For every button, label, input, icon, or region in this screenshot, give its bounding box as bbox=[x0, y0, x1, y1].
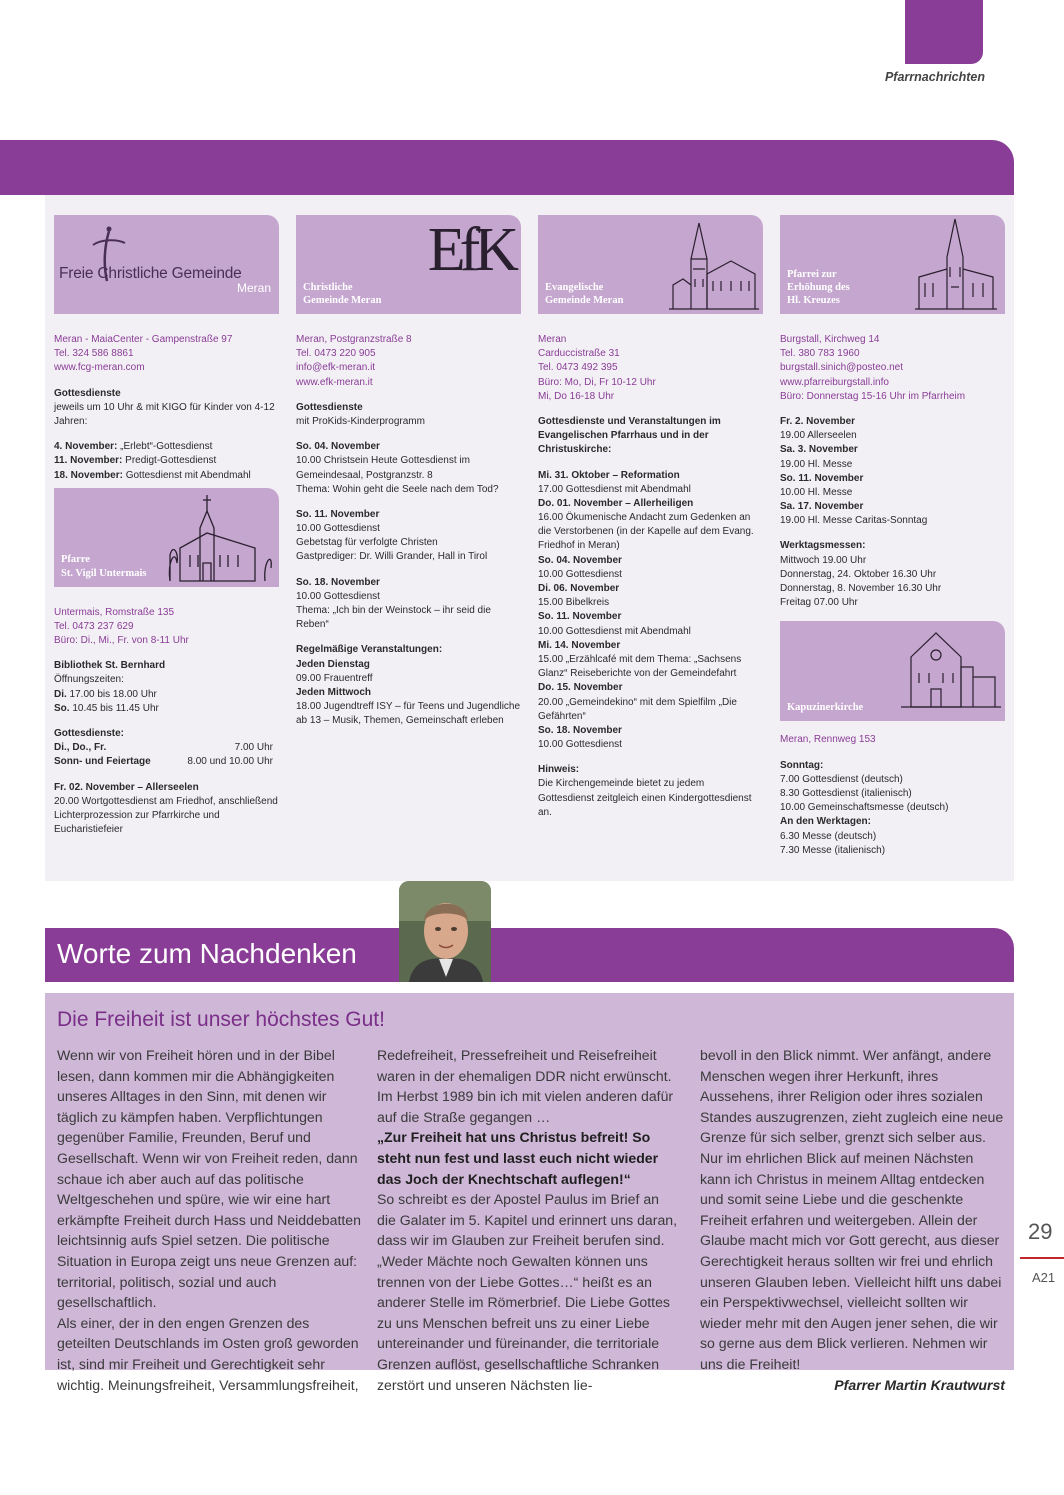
event-text: 10.00 Gottesdienst Thema: „Ich bin der Weinstock – ihr seid die Reben“ bbox=[296, 590, 491, 631]
event-text: 10.00 Christsein Heute Gottesdienst im Gemeindesaal, Postgranzstr. 8 Thema: Wohin geht die Seele nach dem Tod? bbox=[296, 455, 499, 495]
event-text: 20.00 „Gemeindekino“ mit dem Spielfilm „Die Gefährten“ bbox=[538, 696, 737, 722]
efk-logo: EfK bbox=[427, 216, 513, 284]
event-text: 19.00 Hl. Messe Caritas-Sonntag bbox=[780, 515, 928, 527]
weekday-heading: Werktagsmessen: bbox=[780, 540, 866, 552]
column-efk bbox=[296, 215, 521, 740]
weekday-line: Donnerstag, 8. November 16.30 Uhr bbox=[780, 583, 942, 594]
event-heading: Mi. 14. November bbox=[538, 639, 621, 651]
evangelisch-office-hours: Mi, Do 16-18 Uhr bbox=[538, 390, 615, 402]
event-text: 15.00 „Erzählcafé mit dem Thema: „Sachsens Glanz“ Reiseberichte von der Gemeindefahrt bbox=[538, 653, 742, 680]
vigil-contact bbox=[54, 606, 279, 649]
evangelisch-events bbox=[538, 469, 763, 753]
fcg-phone: Tel. 324 586 8861 bbox=[54, 348, 134, 360]
page-code: A21 bbox=[1032, 1270, 1056, 1285]
weekday-heading: An den Werktagen: bbox=[780, 816, 871, 828]
fcg-date-text: Predigt-Gottesdienst bbox=[122, 455, 217, 467]
library-time: 10.45 bis 11.45 Uhr bbox=[69, 702, 159, 714]
event-heading: Mi. 31. Oktober – Reformation bbox=[538, 469, 680, 481]
fcg-address: Meran - MaiaCenter - Gampenstraße 97 bbox=[54, 334, 233, 345]
fcg-dates bbox=[54, 440, 279, 483]
fcg-date: 4. November: bbox=[54, 441, 118, 453]
church-illustration-icon bbox=[165, 493, 275, 583]
page-number: 29 bbox=[1028, 1219, 1053, 1244]
kapuziner-schedule bbox=[780, 759, 1005, 858]
evangelisch-card-label: Evangelische Gemeinde Meran bbox=[545, 281, 624, 306]
article-column-3 bbox=[700, 1045, 1005, 1395]
event-text: 10.00 Gottesdienst bbox=[538, 568, 622, 580]
efk-email[interactable]: info@efk-meran.it bbox=[296, 362, 376, 374]
vigil-address: Untermais, Romstraße 135 bbox=[54, 606, 175, 618]
kreuz-card-label: Pfarrei zur Erhöhung des Hl. Kreuzes bbox=[787, 268, 850, 306]
fcg-contact bbox=[54, 333, 279, 376]
kapuziner-contact: Meran, Rennweg 153 bbox=[780, 734, 876, 746]
fcg-date-text: „Erlebt“-Gottesdienst bbox=[117, 441, 213, 453]
article-paragraph: Redefreiheit, Pressefreiheit und Reisefreiheit waren in der ehemaligen DDR nicht erwünscht. Im Herbst 1989 bin ich mit vielen anderen dafür auf die Straße gegangen … bbox=[377, 1047, 674, 1125]
efk-event bbox=[296, 440, 521, 497]
evangelisch-note bbox=[538, 763, 763, 820]
vigil-special-heading: Fr. 02. November – Allerseelen bbox=[54, 781, 199, 793]
efk-card-label: Christliche Gemeinde Meran bbox=[303, 281, 382, 306]
fcg-date: 11. November: bbox=[54, 455, 123, 467]
sunday-line: 8.30 Gottesdienst (italienisch) bbox=[780, 787, 912, 799]
portrait-photo-icon bbox=[399, 881, 491, 982]
efk-services-text: mit ProKids-Kinderprogramm bbox=[296, 415, 425, 427]
weekday-line: Donnerstag, 24. Oktober 16.30 Uhr bbox=[780, 568, 937, 580]
event-heading: Di. 06. November bbox=[538, 583, 620, 594]
fcg-services bbox=[54, 387, 279, 430]
regular-text: 09.00 Frauentreff bbox=[296, 672, 373, 684]
event-heading: So. 11. November bbox=[780, 472, 864, 484]
article-paragraph: Wenn wir von Freiheit hören und in der Bibel lesen, dann kommen mir die Abhängigkeiten unseres Alltages in den Sinn, mit denen wir täglich zu kämpfen haben. Verpflichtungen gegenüber Familie, Freunden, Beruf und Gesellschaft. Wenn wir von Freiheit reden, dann schaue ich aber auch auf das politische Weltgeschehen und spüre, wie wir eine hart erkämpfte Freiheit durch Hass und Neiddebatten leichtsinnig aufs Spiel setzen. Die politische Situation in Europa zeigt uns neue Grenzen auf: territorial, politisch, sozial und auch gesellschaftlich. bbox=[57, 1047, 361, 1311]
event-text: 10.00 Gottesdienst bbox=[538, 739, 622, 751]
event-heading: So. 18. November bbox=[296, 576, 380, 588]
vigil-special-text: 20.00 Wortgottesdienst am Friedhof, anschließend Lichterprozession zur Pfarrkirche und Eucharistiefeier bbox=[54, 795, 278, 836]
article-column-1 bbox=[57, 1045, 363, 1395]
fcg-services-text: jeweils um 10 Uhr & mit KIGO für Kinder von 4-12 Jahren: bbox=[54, 401, 275, 427]
vigil-office-hours: Büro: Di., Mi., Fr. von 8-11 Uhr bbox=[54, 635, 189, 647]
column-fcg-vigil bbox=[54, 215, 279, 848]
service-time: 7.00 Uhr bbox=[234, 742, 273, 754]
regular-text: 18.00 Jugendtreff ISY – für Teens und Jugendliche ab 13 – Musik, Themen, Gemeinschaft erleben bbox=[296, 701, 521, 727]
efk-card bbox=[296, 215, 521, 314]
efk-contact bbox=[296, 333, 521, 390]
event-text: 17.00 Gottesdienst mit Abendmahl bbox=[538, 483, 691, 495]
event-heading: Fr. 2. November bbox=[780, 415, 856, 427]
efk-event bbox=[296, 576, 521, 633]
page-rule bbox=[1020, 1257, 1064, 1259]
vigil-service-row bbox=[54, 741, 279, 755]
event-heading: Sa. 17. November bbox=[780, 501, 864, 513]
regular-day: Jeden Mittwoch bbox=[296, 686, 372, 698]
vigil-phone: Tel. 0473 237 629 bbox=[54, 620, 134, 632]
service-time: 8.00 und 10.00 Uhr bbox=[187, 756, 273, 768]
weekday-line: Mittwoch 19.00 Uhr bbox=[780, 554, 867, 566]
vigil-services-heading: Gottesdienste: bbox=[54, 728, 125, 739]
evangelisch-office-hours: Büro: Mo, Di, Fr 10-12 Uhr bbox=[538, 376, 656, 388]
kapuziner-card-label: Kapuzinerkirche bbox=[787, 702, 864, 714]
fcg-services-heading: Gottesdienste bbox=[54, 387, 121, 399]
event-heading: Do. 15. November bbox=[538, 682, 623, 694]
article-quote: „Zur Freiheit hat uns Christus befreit! So steht nun fest und lasst euch nicht wieder das Joch der Knechtschaft auflegen!“ bbox=[377, 1129, 659, 1187]
efk-address: Meran, Postgranzstraße 8 bbox=[296, 334, 412, 345]
evangelisch-card bbox=[538, 215, 763, 314]
event-heading: Sa. 3. November bbox=[780, 444, 858, 456]
event-text: 10.00 Gottesdienst Gebetstag für verfolgte Christen Gastprediger: Dr. Willi Grander, Hall in Tirol bbox=[296, 523, 488, 563]
kreuz-address: Burgstall, Kirchweg 14 bbox=[780, 334, 880, 345]
fcg-card bbox=[54, 215, 279, 314]
service-day: Sonn- und Feiertage bbox=[54, 756, 151, 768]
fcg-date: 18. November: bbox=[54, 469, 123, 481]
fcg-logo bbox=[59, 245, 274, 295]
article-paragraph: bevoll in den Blick nimmt. Wer anfängt, andere Menschen wegen ihrer Herkunft, ihres Aussehens, ihrer Religion oder ihres sozialen Standes auszugrenzen, zieht zugleich eine neue Grenze für sich selber, grenzt sich selber aus. Nur im ehrlichen Blick auf meinen Nächsten kann ich Christus in meinem Alltag entdecken und somit seine Liebe und die geschenkte Freiheit erfahren und weitergeben. Allein der Glaube macht mich vor Gott gerecht, aus dieser Gerechtigkeit heraus sollten wir frei und ehrlich unseren Glauben leben. Vielleicht hilft uns dabei ein Perspektivwechsel, vielleicht sollten wir wieder mehr mit den Augen jener sehen, die wir so gerne aus dem Blick verlieren. Nehmen wir uns die Freiheit! bbox=[700, 1047, 1004, 1372]
efk-event bbox=[296, 508, 521, 565]
kreuz-weekday bbox=[780, 539, 1005, 610]
article-author: Pfarrer Martin Krautwurst bbox=[834, 1376, 1005, 1393]
section-label: Pfarrnachrichten bbox=[884, 70, 985, 84]
article-paragraph: So schreibt es der Apostel Paulus im Brief an die Galater im 5. Kapitel und erinnert uns daran, dass wir im Glauben zur Freiheit berufen sind. „Weder Mächte noch Gewalten können uns trennen von der Liebe Gottes…“ heißt es an anderer Stelle im Römerbrief. Die Liebe Gottes zu uns Menschen befreit uns zu einer Liebe untereinander und füreinander, die territoriale Grenzen auflöst, gesellschaftliche Schranken zerstört und unseren Nächsten lie- bbox=[377, 1191, 678, 1393]
article-column-2 bbox=[377, 1045, 681, 1395]
weekday-line: 6.30 Messe (deutsch) bbox=[780, 830, 877, 842]
event-heading: So. 04. November bbox=[538, 554, 622, 566]
vigil-services bbox=[54, 727, 279, 770]
event-text: 10.00 Hl. Messe bbox=[780, 486, 853, 498]
event-text: 19.00 Allerseelen bbox=[780, 430, 857, 442]
vigil-service-row bbox=[54, 755, 279, 769]
library-heading: Bibliothek St. Bernhard bbox=[54, 660, 166, 672]
evangelisch-intro-text: Gottesdienste und Veranstaltungen im Evangelischen Pfarrhaus und in der Christuskirche: bbox=[538, 415, 721, 456]
library-time: 17.00 bis 18.00 Uhr bbox=[66, 688, 157, 700]
evangelisch-contact bbox=[538, 333, 763, 404]
evangelisch-intro bbox=[538, 415, 763, 458]
event-text: 16.00 Ökumenische Andacht zum Gedenken an die Verstorbenen (in der Kapelle auf dem Evang. Friedhof in Meran) bbox=[538, 512, 754, 552]
vigil-card-label: Pfarre St. Vigil Untermais bbox=[61, 554, 147, 579]
efk-phone: Tel. 0473 220 905 bbox=[296, 348, 376, 360]
regular-heading: Regelmäßige Veranstaltungen: bbox=[296, 644, 443, 656]
note-heading: Hinweis: bbox=[538, 764, 580, 776]
note-text: Die Kirchengemeinde bietet zu jedem Gottesdienst zeitgleich einen Kindergottesdienst an. bbox=[538, 778, 752, 818]
kapuziner-card bbox=[780, 621, 1005, 721]
kreuz-office-hours: Büro: Donnerstag 15-16 Uhr im Pfarrheim bbox=[780, 390, 966, 402]
library-day: So. bbox=[54, 702, 70, 714]
event-heading: So. 04. November bbox=[296, 441, 380, 453]
vigil-card bbox=[54, 488, 279, 587]
sunday-line: 7.00 Gottesdienst (deutsch) bbox=[780, 773, 903, 785]
sunday-line: 10.00 Gemeinschaftsmesse (deutsch) bbox=[780, 802, 949, 814]
event-heading: So. 18. November bbox=[538, 724, 622, 736]
kreuz-website[interactable]: www.pfarreiburgstall.info bbox=[780, 376, 889, 388]
library-info bbox=[54, 659, 279, 716]
fcg-date-text: Gottesdienst mit Abendmahl bbox=[122, 469, 251, 481]
section-tab-marker bbox=[905, 0, 983, 64]
evangelisch-phone: Tel. 0473 492 395 bbox=[538, 362, 618, 374]
efk-services bbox=[296, 401, 521, 429]
fcg-logo-city: Meran bbox=[236, 281, 271, 295]
evangelisch-address: Carduccistraße 31 bbox=[538, 348, 620, 360]
sunday-heading: Sonntag: bbox=[780, 759, 824, 771]
column-kreuz-kapuziner bbox=[780, 215, 1005, 869]
fcg-website[interactable]: www.fcg-meran.com bbox=[54, 362, 145, 374]
event-heading: So. 11. November bbox=[296, 508, 380, 520]
weekday-line: Freitag 07.00 Uhr bbox=[780, 597, 858, 609]
event-text: 15.00 Bibelkreis bbox=[538, 597, 610, 609]
efk-website[interactable]: www.efk-meran.it bbox=[296, 376, 373, 388]
event-heading: So. 11. November bbox=[538, 611, 622, 623]
top-banner bbox=[0, 140, 1014, 195]
vigil-special bbox=[54, 781, 279, 838]
gothic-church-icon bbox=[913, 217, 999, 311]
event-heading: Do. 01. November – Allerheiligen bbox=[538, 497, 694, 509]
column-evangelisch bbox=[538, 215, 763, 831]
kreuz-events bbox=[780, 415, 1005, 529]
evangelisch-city: Meran bbox=[538, 334, 567, 345]
event-text: 19.00 Hl. Messe bbox=[780, 458, 853, 470]
church-steeple-icon bbox=[669, 219, 759, 311]
article-paragraph: Als einer, der in den engen Grenzen des geteilten Deutschlands im Osten groß geworden ist, sind mir Freiheit und Gerechtigkeit sehr wichtig. Meinungsfreiheit, Versammlungsfreiheit, bbox=[57, 1314, 359, 1393]
kreuz-card bbox=[780, 215, 1005, 314]
monastery-illustration-icon bbox=[901, 627, 1001, 711]
efk-services-heading: Gottesdienste bbox=[296, 401, 363, 413]
fcg-logo-text: Freie Christliche Gemeinde bbox=[59, 265, 242, 282]
library-hours-label: Öffnungszeiten: bbox=[54, 674, 124, 686]
article-title: Die Freiheit ist unser höchstes Gut! bbox=[57, 1008, 385, 1031]
efk-regular bbox=[296, 643, 521, 728]
author-portrait bbox=[399, 881, 491, 982]
kreuz-contact bbox=[780, 333, 1005, 404]
weekday-line: 7.30 Messe (italienisch) bbox=[780, 844, 886, 856]
worte-title: Worte zum Nachdenken bbox=[57, 938, 357, 969]
event-text: 10.00 Gottesdienst mit Abendmahl bbox=[538, 625, 691, 637]
kreuz-email[interactable]: burgstall.sinich@posteo.net bbox=[780, 362, 903, 374]
regular-day: Jeden Dienstag bbox=[296, 658, 370, 670]
library-day: Di. bbox=[54, 688, 67, 700]
service-day: Di., Do., Fr. bbox=[54, 742, 107, 754]
kreuz-phone: Tel. 380 783 1960 bbox=[780, 348, 860, 360]
